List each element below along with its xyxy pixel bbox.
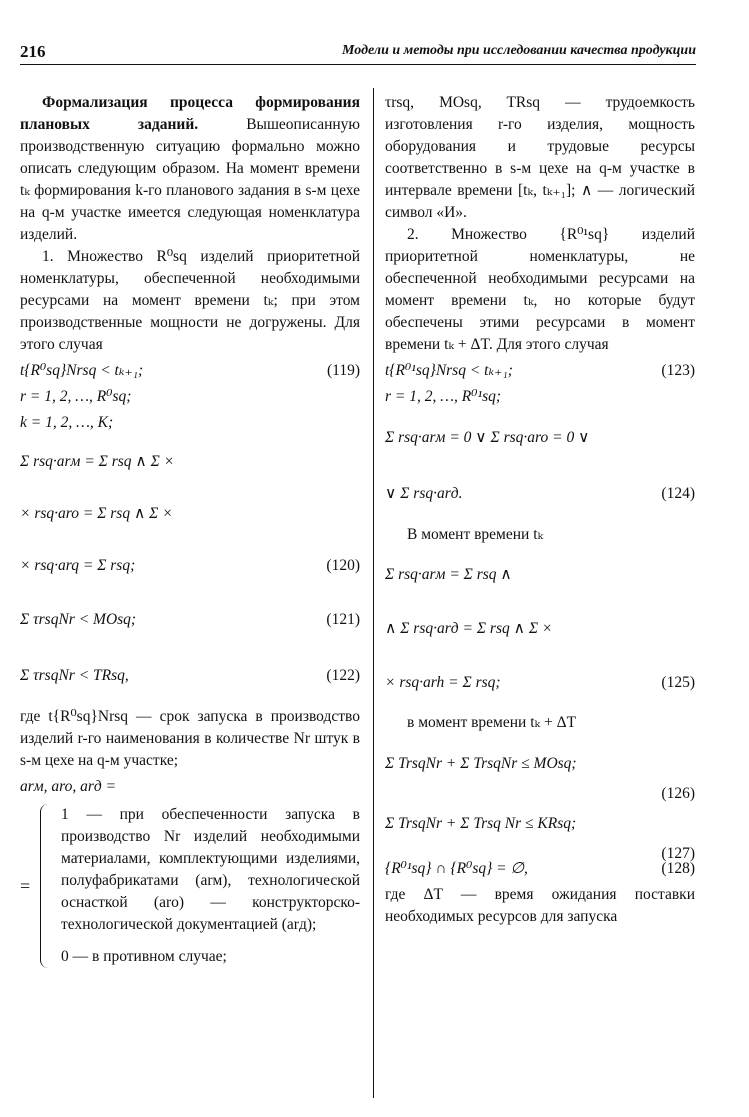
equation-body: Σ rsq·arм = Σ rsq ∧ Σ × [20, 453, 175, 470]
equation-126 [385, 738, 695, 790]
left-column [20, 92, 360, 968]
equation-body: Σ τrsqNr < TRsq, [20, 667, 129, 684]
equation-body: t{R⁰¹sq}Nrsq < tₖ₊₁; [385, 362, 513, 379]
equation-number: (126) [661, 785, 695, 802]
range-k [20, 412, 360, 434]
equation-124a [385, 412, 695, 464]
equation-body: t{R⁰sq}Nrsq < tₖ₊₁; [20, 362, 144, 379]
equation-120a [20, 438, 360, 486]
equation-number: (124) [661, 485, 695, 502]
case-2: 0 — в противном случае; [61, 948, 227, 965]
equation-number: (119) [327, 362, 360, 379]
equation-number: (128) [661, 860, 695, 877]
equation-body: Σ rsq·arм = 0 ∨ Σ rsq·aro = 0 ∨ [385, 429, 590, 446]
equation-number: (120) [326, 557, 360, 574]
paragraph-moment: В момент времени tₖ [407, 526, 544, 543]
paragraph-where: где t{R⁰sq}Nrsq — срок запуска в производство изделий r-го наименования в количестве Nr штук в s-м цехе на q-м участке; [20, 708, 360, 769]
equals-sign: = [20, 876, 31, 896]
equation-119 [20, 360, 360, 382]
equation-123 [385, 360, 695, 382]
equation-127 [385, 798, 695, 850]
running-header [20, 42, 696, 65]
equation-124b [385, 468, 695, 520]
equation-body: {R⁰¹sq} ∩ {R⁰sq} = ∅, [385, 860, 528, 877]
a-vars-text: arм, aro, arд = [20, 778, 117, 795]
equation-128 [385, 858, 695, 880]
equation-125c [385, 658, 695, 708]
equation-body: Σ τrsqNr < MOsq; [20, 611, 137, 628]
equation-body: × rsq·aro = Σ rsq ∧ Σ × [20, 505, 173, 522]
equation-120b [20, 490, 360, 538]
equation-125b [385, 604, 695, 654]
range-text: r = 1, 2, …, R⁰sq; [20, 388, 132, 405]
equation-125a [385, 550, 695, 600]
right-column [385, 92, 695, 928]
paragraph-set-1: 1. Множество R⁰sq изделий приоритетной номенклатуры, обеспеченной необходимыми ресурсами на момент времени tₖ; при этом производственные мощности не догружены. Для этого случая [20, 248, 360, 353]
a-variables [20, 776, 360, 798]
column-divider [373, 88, 374, 1098]
left-brace [40, 804, 53, 968]
paragraph-text: Вышеописанную производственную ситуацию формально можно описать следующим образом. На момент времени tₖ формирования k-го планового задания в s-м цехе на q-м участке имеется следующая номенклатура изделий. [20, 116, 360, 243]
equation-number: (127) [661, 845, 695, 862]
equation-number: (121) [326, 611, 360, 628]
section-heading: Формализация процесса формирования плановых заданий. [20, 94, 360, 133]
equation-body: × rsq·arq = Σ rsq; [20, 557, 136, 574]
equation-body: ∧ Σ rsq·arд = Σ rsq ∧ Σ × [385, 620, 553, 637]
equation-body: × rsq·arh = Σ rsq; [385, 674, 501, 691]
paragraph-formalization [20, 92, 360, 246]
equation-body: ∨ Σ rsq·arд. [385, 485, 463, 502]
running-title: Модели и методы при исследовании качества продукции [342, 43, 696, 58]
paragraph-moment-dt: в момент времени tₖ + ΔT [407, 714, 577, 731]
case-1: 1 — при обеспеченности запуска в производство Nr изделий необходимыми материалами, комплектующими изделиями, полуфабрикатами (arм), технологической оснасткой (aro) — конструкторско-технологической документацией (arд); [61, 806, 360, 933]
equation-121 [20, 594, 360, 646]
cases-block [20, 804, 360, 968]
equation-number: (123) [661, 362, 695, 379]
paragraph-definitions: τrsq, MOsq, TRsq — трудоемкость изготовления r-го изделия, мощность оборудования и трудовые ресурсы соответственно в s-м цехе на q-м участке в интервале времени [tₖ, tₖ₊₁]; ∧ — логический символ «И». [385, 94, 695, 221]
range-r [385, 386, 695, 408]
equation-122 [20, 650, 360, 702]
cases [61, 804, 360, 968]
page-number: 216 [20, 42, 46, 61]
range-text: r = 1, 2, …, R⁰¹sq; [385, 388, 502, 405]
range-r [20, 386, 360, 408]
equation-120c [20, 542, 360, 590]
range-text: k = 1, 2, …, K; [20, 414, 114, 431]
equation-number: (122) [326, 667, 360, 684]
paragraph-set-2: 2. Множество {R⁰¹sq} изделий приоритетной номенклатуры, не обеспеченной необходимыми ресурсами на момент времени tₖ, но которые будут обеспечены этими ресурсами в момент времени tₖ + ΔT. Для этого случая [385, 226, 695, 353]
equation-body: Σ TrsqNr + Σ TrsqNr ≤ MOsq; [385, 755, 577, 772]
equation-body: Σ rsq·arм = Σ rsq ∧ [385, 566, 512, 583]
equation-number: (125) [661, 674, 695, 691]
equation-body: Σ TrsqNr + Σ Trsq Nr ≤ KRsq; [385, 815, 577, 832]
paragraph-delta-t: где ΔT — время ожидания поставки необходимых ресурсов для запуска [385, 886, 695, 925]
